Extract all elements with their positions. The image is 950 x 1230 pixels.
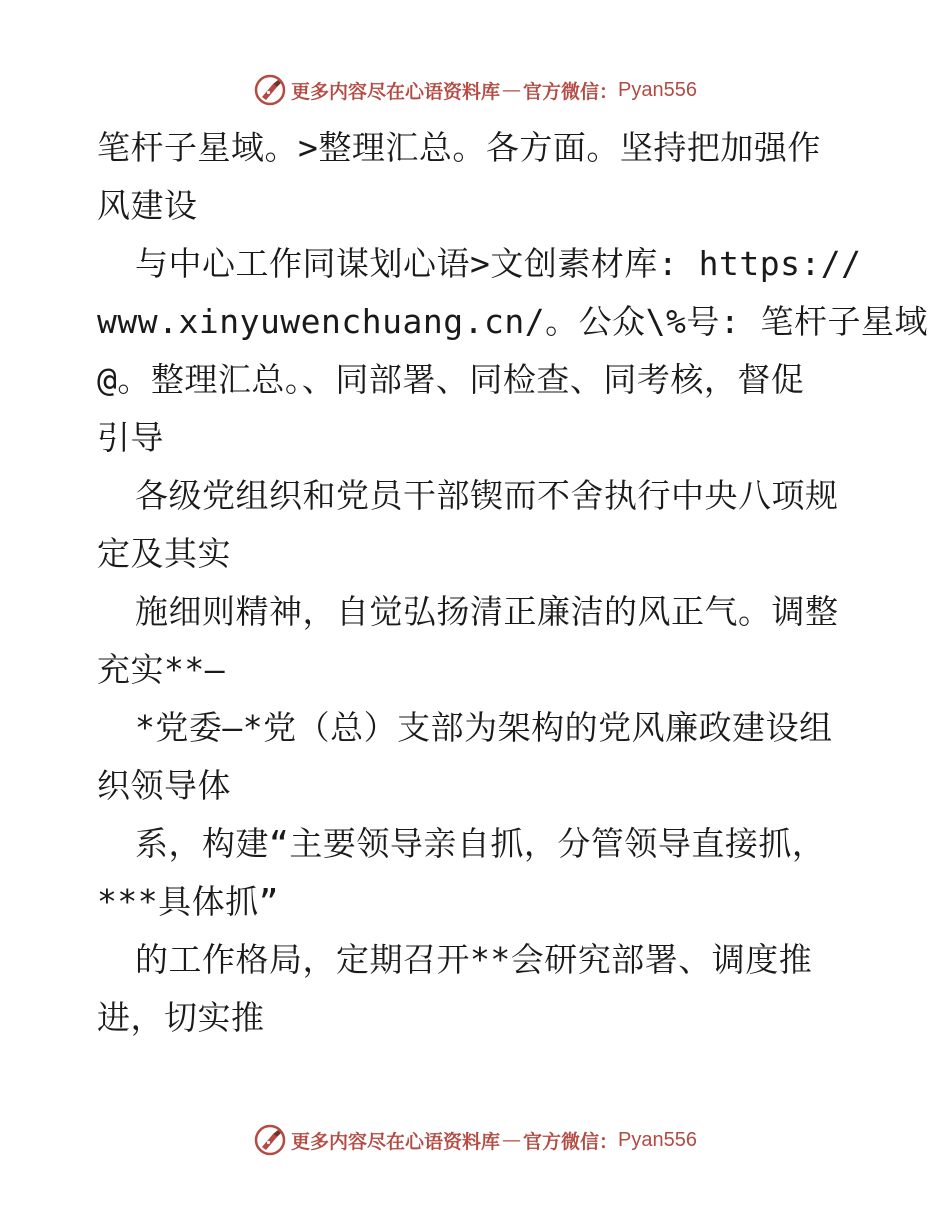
footer-contact-label: 官方微信： — [523, 1130, 619, 1153]
header-banner-dash: — — [502, 79, 522, 101]
footer-banner-text: 更多内容尽在心语资料库 — [291, 1130, 501, 1153]
body-line: ***具体抓” — [97, 882, 279, 921]
body-line: 系，构建“主要领导亲自抓，分管领导直接抓， — [135, 824, 826, 863]
body-line: 各级党组织和党员干部锲而不舍执行中央八项规 — [135, 476, 839, 515]
body-line: 施细则精神，自觉弘扬清正廉洁的风正气。调整 — [135, 592, 839, 631]
footer-contact-id: Pyan556 — [618, 1128, 697, 1151]
pen-nib-logo-icon — [253, 73, 287, 107]
body-line: 的工作格局，定期召开**会研究部署、调度推 — [135, 940, 813, 979]
body-line: 风建设 — [97, 186, 198, 225]
document-body — [97, 119, 929, 1047]
body-line: *党委—*党（总）支部为架构的党风廉政建设组 — [135, 708, 833, 747]
footer-banner — [0, 1120, 950, 1160]
pen-nib-logo-icon — [253, 1123, 287, 1157]
header-contact-label: 官方微信： — [523, 80, 619, 103]
body-line: 与中心工作同谋划心语>文创素材库: https:// — [135, 244, 862, 283]
body-line: 充实**— — [97, 650, 226, 689]
header-contact-id: Pyan556 — [618, 78, 697, 101]
body-line: 定及其实 — [97, 534, 231, 573]
body-line: www.xinyuwenchuang.cn/。公众\%号: 笔杆子星域 — [97, 302, 929, 341]
body-line: @。整理汇总。、同部署、同检查、同考核，督促 — [97, 360, 805, 399]
footer-banner-dash: — — [502, 1129, 522, 1151]
body-line: 引导 — [97, 418, 164, 457]
header-banner — [0, 70, 950, 110]
body-line: 笔杆子星域。>整理汇总。各方面。坚持把加强作 — [97, 128, 821, 167]
body-line: 进，切实推 — [97, 998, 265, 1037]
body-line: 织领导体 — [97, 766, 231, 805]
header-banner-text: 更多内容尽在心语资料库 — [291, 80, 501, 103]
